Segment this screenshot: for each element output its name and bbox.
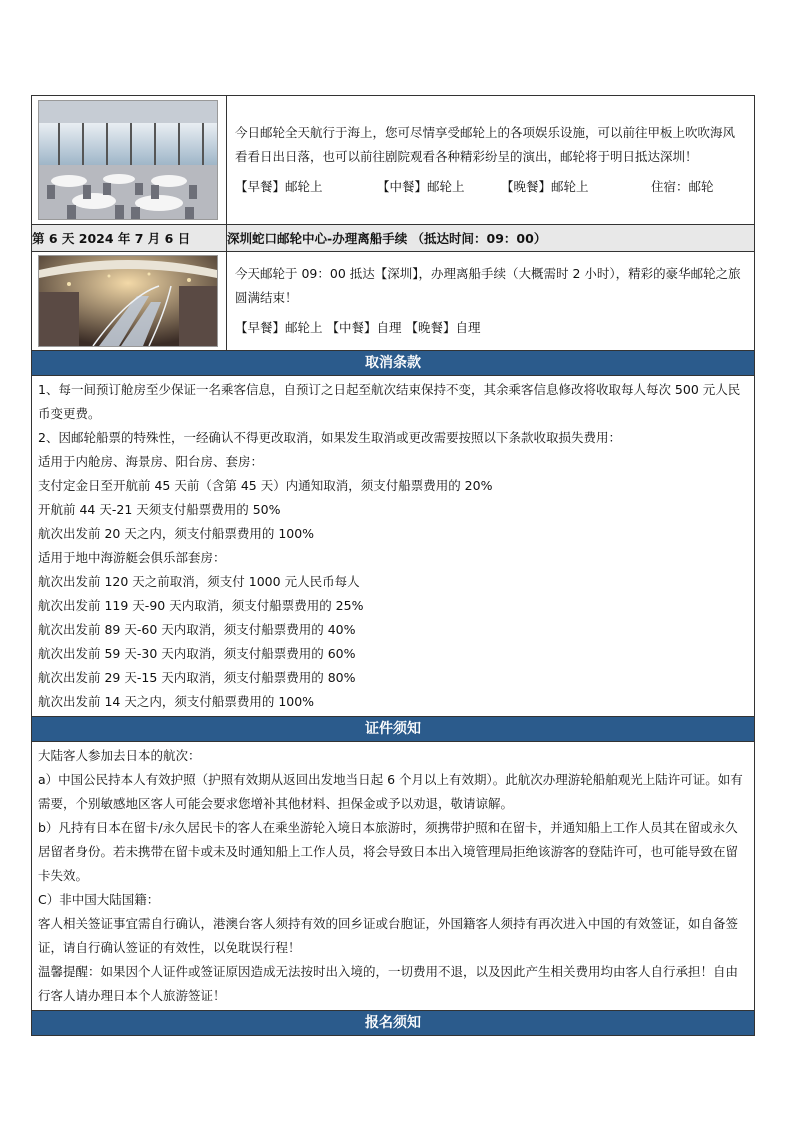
grand-staircase-photo bbox=[38, 255, 218, 347]
cancellation-line: 航次出发前 89 天-60 天内取消，须支付船票费用的 40% bbox=[38, 622, 356, 637]
day6-route: 深圳蛇口邮轮中心-办理离船手续 （抵达时间：09：00） bbox=[227, 225, 755, 252]
day5-lodging: 住宿：邮轮 bbox=[651, 179, 714, 194]
documents-title: 证件须知 bbox=[31, 716, 755, 742]
documents-line: 客人相关签证事宜需自行确认，港澳台客人须持有效的回乡证或台胞证，外国籍客人须持有再次进入中国的有效签证，如自备签证，请自行确认签证的有效性，以免耽误行程！ bbox=[38, 916, 739, 955]
documents-line: C）非中国大陆国籍： bbox=[38, 892, 160, 907]
day6-row bbox=[32, 252, 755, 351]
day5-description: 今日邮轮全天航行于海上，您可尽情享受邮轮上的各项娱乐设施，可以前往甲板上吹吹海风看看日出日落，也可以前往剧院观看各种精彩纷呈的演出，邮轮将于明日抵达深圳！ bbox=[235, 125, 736, 164]
day5-row bbox=[32, 96, 755, 225]
day6-description: 今天邮轮于 09：00 抵达【深圳】，办理离船手续（大概需时 2 小时），精彩的豪华邮轮之旅圆满结束！ bbox=[235, 266, 741, 305]
day6-meals: 【早餐】邮轮上 【中餐】自理 【晚餐】自理 bbox=[235, 320, 481, 335]
cancellation-line: 航次出发前 119 天-90 天内取消，须支付船票费用的 25% bbox=[38, 598, 364, 613]
documents-line: b）凡持有日本在留卡/永久居民卡的客人在乘坐游轮入境日本旅游时，须携带护照和在留卡，并通知船上工作人员其在留或永久居留者身份。若未携带在留卡或未及时通知船上工作人员，将会导致日本出入境管理局拒绝该游客的登陆许可，也可能导致在留卡失效。 bbox=[38, 820, 739, 883]
day5-breakfast: 【早餐】邮轮上 bbox=[235, 179, 323, 194]
cancellation-line: 适用于地中海游艇会俱乐部套房： bbox=[38, 550, 226, 565]
day6-header-row bbox=[32, 225, 755, 252]
registration-title: 报名须知 bbox=[31, 1010, 755, 1036]
cancellation-line: 适用于内舱房、海景房、阳台房、套房： bbox=[38, 454, 264, 469]
cancellation-line: 航次出发前 29 天-15 天内取消，须支付船票费用的 80% bbox=[38, 670, 356, 685]
cancellation-line: 航次出发前 20 天之内，须支付船票费用的 100% bbox=[38, 526, 315, 541]
day6-image-cell bbox=[32, 252, 227, 351]
day5-meals bbox=[235, 175, 746, 199]
itinerary-document bbox=[31, 95, 755, 1036]
documents-line: a）中国公民持本人有效护照（护照有效期从返回出发地当日起 6 个月以上有效期）。此航次办理游轮船舶观光上陆许可证。如有需要，个别敏感地区客人可能会要求您增补其他材料、担保金或予以劝退，敬请谅解。 bbox=[38, 772, 743, 811]
cancellation-line: 航次出发前 120 天之前取消，须支付 1000 元人民币每人 bbox=[38, 574, 360, 589]
cancellation-line: 航次出发前 14 天之内，须支付船票费用的 100% bbox=[38, 694, 315, 709]
documents-line: 温馨提醒：如果因个人证件或签证原因造成无法按时出入境的，一切费用不退，以及因此产生相关费用均由客人自行承担！自由行客人请办理日本个人旅游签证！ bbox=[38, 964, 739, 1003]
day6-text-cell bbox=[227, 252, 755, 351]
itinerary-table bbox=[31, 95, 755, 351]
cancellation-title: 取消条款 bbox=[31, 351, 755, 376]
cancellation-line: 支付定金日至开航前 45 天前（含第 45 天）内通知取消，须支付船票费用的 20% bbox=[38, 478, 493, 493]
dining-room-photo bbox=[38, 100, 218, 220]
cancellation-line: 2、因邮轮船票的特殊性，一经确认不得更改取消，如果发生取消或更改需要按照以下条款收取损失费用： bbox=[38, 430, 621, 445]
documents-body bbox=[31, 742, 755, 1010]
cancellation-line: 航次出发前 59 天-30 天内取消，须支付船票费用的 60% bbox=[38, 646, 356, 661]
day5-text-cell bbox=[227, 96, 755, 225]
day5-lunch: 【中餐】邮轮上 bbox=[377, 179, 465, 194]
cancellation-line: 1、每一间预订舱房至少保证一名乘客信息，自预订之日起至航次结束保持不变，其余乘客信息修改将收取每人每次 500 元人民币变更费。 bbox=[38, 382, 741, 421]
day5-image-cell bbox=[32, 96, 227, 225]
cancellation-line: 开航前 44 天-21 天须支付船票费用的 50% bbox=[38, 502, 281, 517]
day5-dinner: 【晚餐】邮轮上 bbox=[501, 179, 589, 194]
cancellation-body bbox=[31, 376, 755, 716]
documents-line: 大陆客人参加去日本的航次： bbox=[38, 748, 201, 763]
day6-date: 第 6 天 2024 年 7 月 6 日 bbox=[32, 225, 227, 252]
